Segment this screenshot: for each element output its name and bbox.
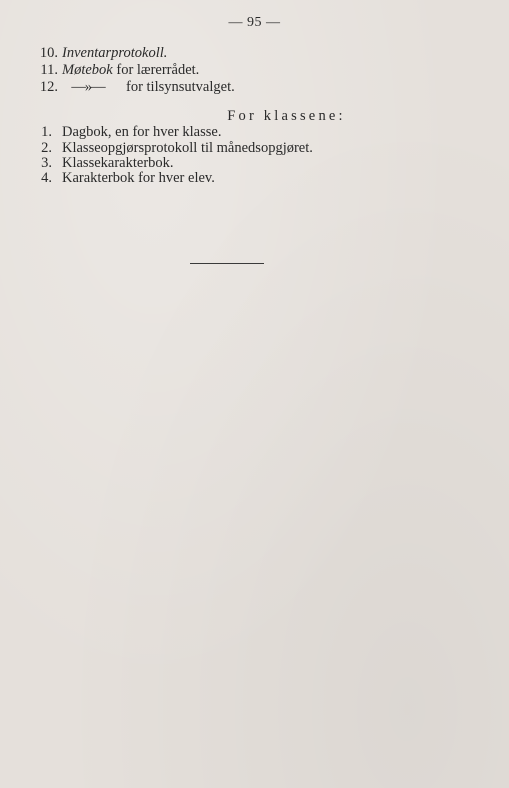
- item-number: 10.: [39, 45, 58, 61]
- item-title: Inventarprotokoll.: [62, 45, 168, 61]
- item-text: Karakterbok for hver elev.: [62, 170, 215, 186]
- item-title: Møtebok: [62, 62, 113, 78]
- list-item: [30, 170, 215, 187]
- list-item: [30, 79, 235, 96]
- list-item: [30, 45, 167, 62]
- item-number: 1.: [41, 124, 52, 140]
- ditto-mark: —»—: [71, 79, 105, 95]
- page-number: — 95 —: [228, 15, 281, 30]
- item-number: 3.: [41, 155, 52, 171]
- item-text: Klasseopgjørsprotokoll til månedsopgjøret.: [62, 140, 313, 156]
- item-text: for tilsynsutvalget.: [126, 79, 235, 95]
- item-text: Klassekarakterbok.: [62, 155, 174, 171]
- section-heading: For klassene:: [227, 108, 346, 124]
- item-text: Dagbok, en for hver klasse.: [62, 124, 222, 140]
- item-number: 11.: [40, 62, 58, 78]
- list-item: [30, 62, 199, 79]
- section-end-rule: [190, 263, 264, 264]
- list-item: [30, 124, 221, 141]
- item-number: 2.: [41, 140, 52, 156]
- item-number: 12.: [39, 79, 58, 95]
- item-number: 4.: [41, 170, 52, 186]
- item-text: for lærerrådet.: [112, 62, 200, 78]
